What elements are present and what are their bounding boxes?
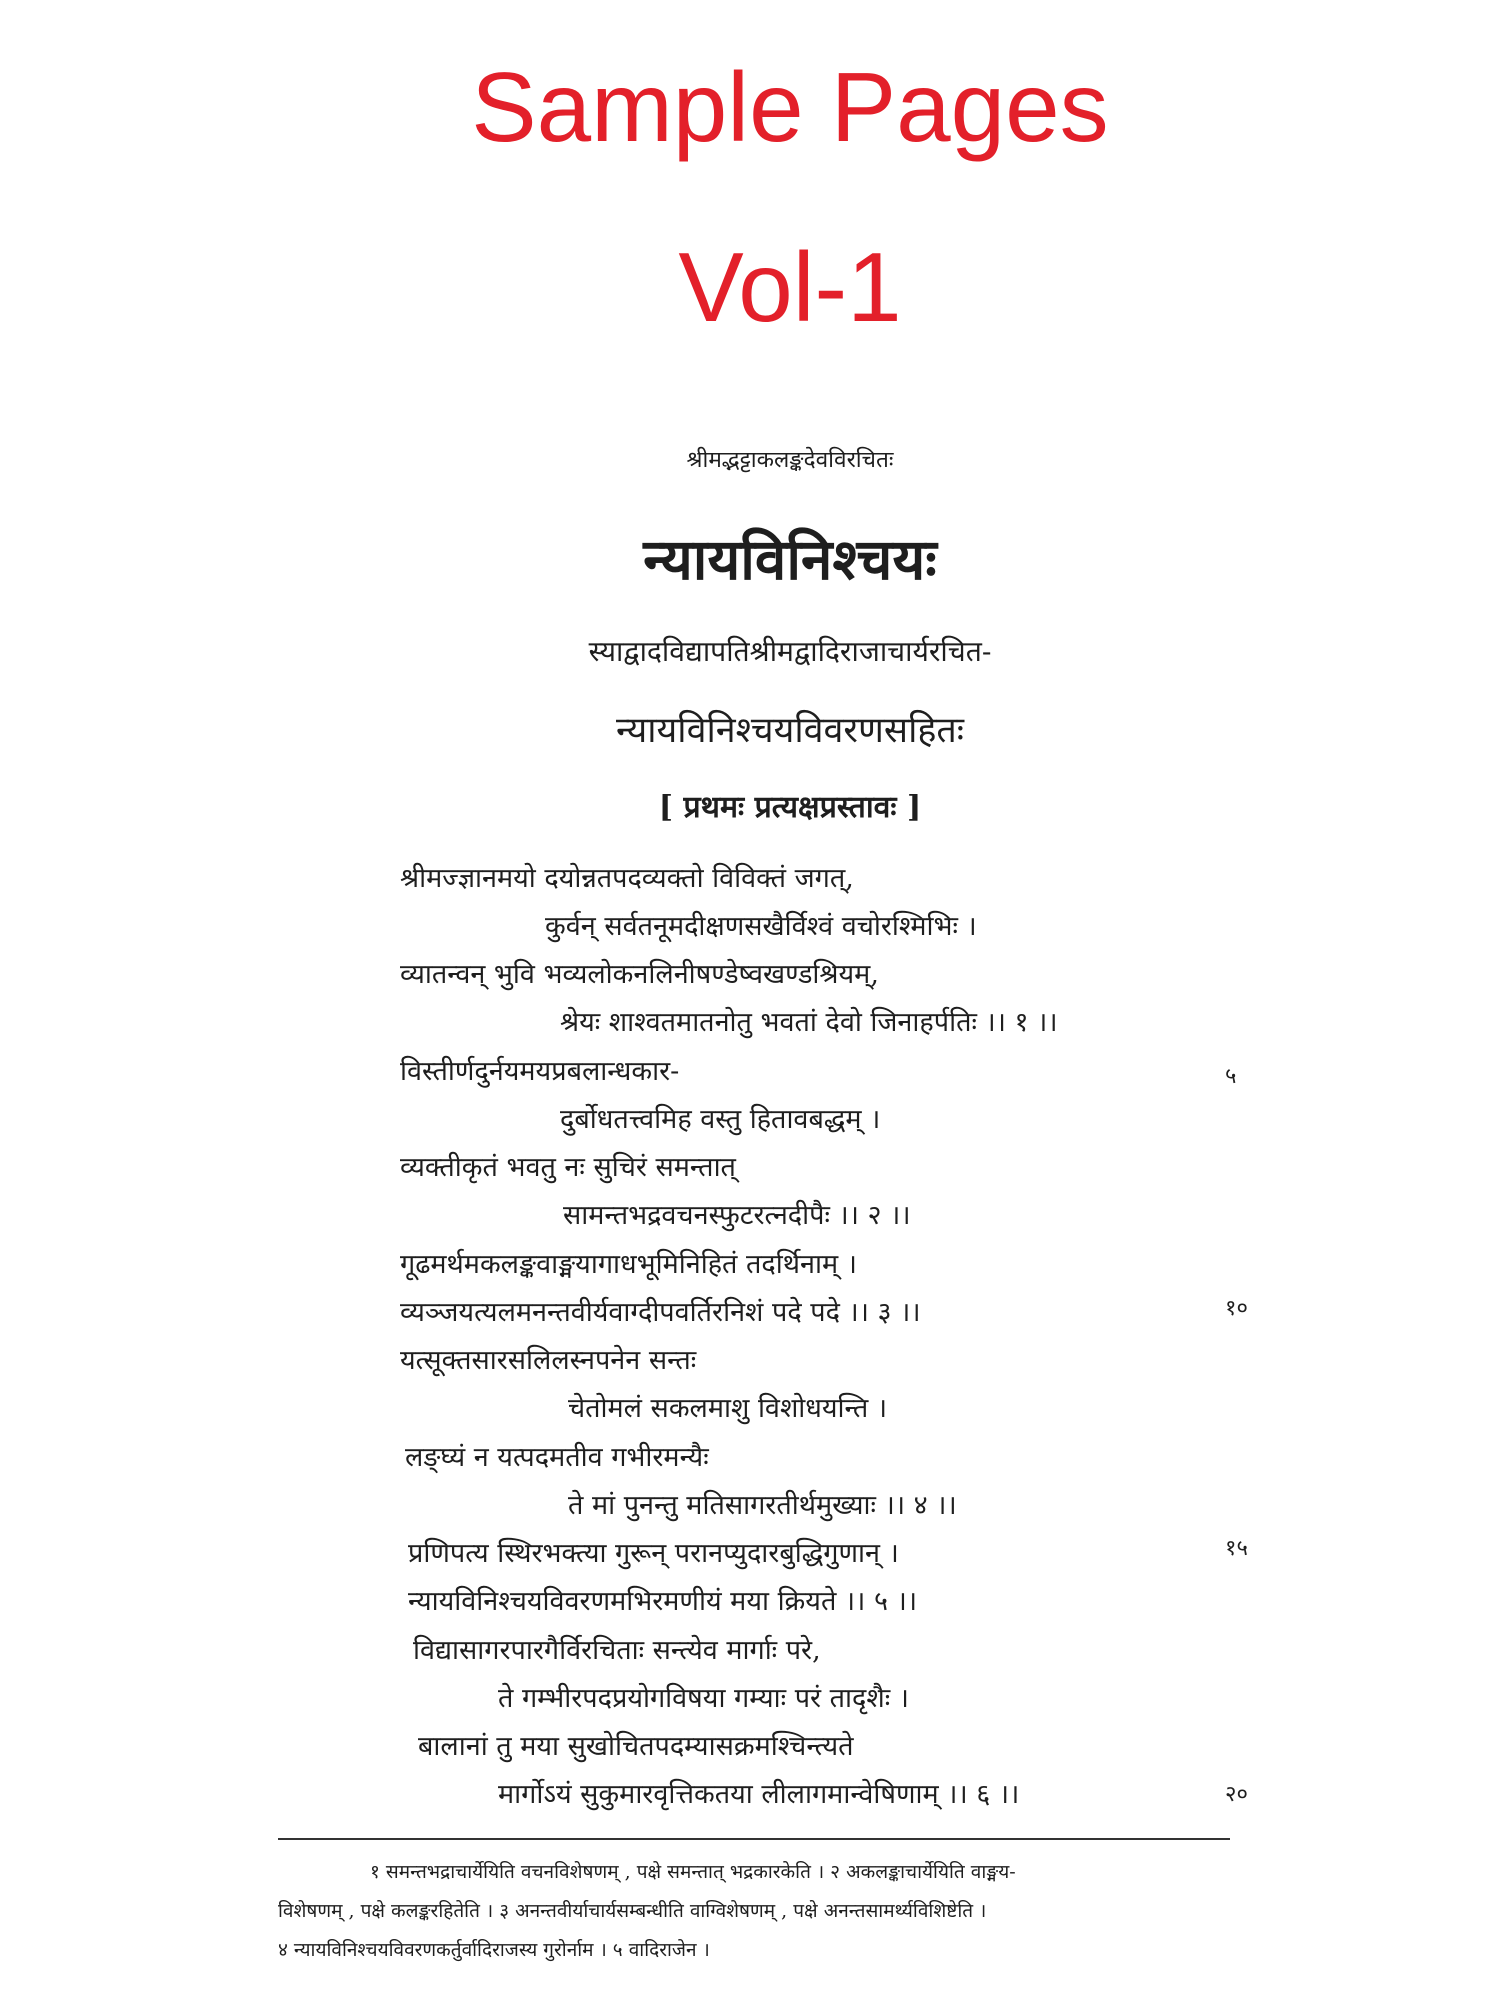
verse-line: दुर्बोधतत्त्वमिह वस्तु हितावबद्धम् । (560, 1104, 881, 1135)
verse-line: बालानां तु मया सुखोचितपदम्यासक्रमश्चिन्त्यते (418, 1731, 854, 1762)
footnote-line: विशेषणम् , पक्षे कलङ्करहितेति । ३ अनन्तवीर्याचार्यसम्बन्धीति वाग्विशेषणम् , पक्षे अनन्तसामर्थ्यविशिष्टेति । (278, 1900, 987, 1922)
verse-line: श्रीमज्ज्ञानमयो दयोन्नतपदव्यक्तो विविक्तं जगत्, (400, 863, 854, 894)
verse-line: व्यक्तीकृतं भवतु नः सुचिरं समन्तात् (400, 1152, 736, 1183)
verse-line: यत्सूक्तसारसलिलस्नपनेन सन्तः (400, 1345, 697, 1376)
commentary-title: न्यायविनिश्चयविवरणसहितः (615, 710, 965, 751)
verse-line: व्यञ्जयत्यलमनन्तवीर्यवाग्दीपवर्तिरनिशं पदे पदे ।। ३ ।। (400, 1297, 921, 1328)
line-number: १५ (1225, 1536, 1248, 1561)
verse-line: विद्यासागरपारगैर्विरचिताः सन्त्येव मार्गाः परे, (413, 1635, 821, 1666)
footnote-line: १ समन्तभद्राचार्येयिति वचनविशेषणम् , पक्षे समन्तात् भद्रकारकेति । २ अकलङ्काचार्येयिति वाङ्मय- (370, 1861, 1016, 1883)
verse-line: चेतोमलं सकलमाशु विशोधयन्ति । (568, 1393, 888, 1424)
chapter-title: [ प्रथमः प्रत्यक्षप्रस्तावः ] (658, 790, 922, 825)
verse-line: विस्तीर्णदुर्नयमयप्रबलान्धकार- (400, 1056, 680, 1087)
verse-line: मार्गोऽयं सुकुमारवृत्तिकतया लीलागमान्वेषिणाम् ।। ६ ।। (498, 1779, 1020, 1810)
verse-line: श्रेयः शाश्वतमातनोतु भवतां देवो जिनाहर्पतिः ।। १ ।। (560, 1007, 1058, 1038)
line-number: १० (1225, 1296, 1248, 1321)
verse-line: कुर्वन् सर्वतनूमदीक्षणसखैर्विश्वं वचोरश्मिभिः । (545, 911, 977, 942)
verse-line: प्रणिपत्य स्थिरभक्त्या गुरून् परानप्युदारबुद्धिगुणान् । (408, 1538, 899, 1569)
footnote-line: ४ न्यायविनिश्चयविवरणकर्तुर्वादिराजस्य गुरोर्नाम । ५ वादिराजेन । (278, 1939, 710, 1961)
verse-line: न्यायविनिश्चयविवरणमभिरमणीयं मया क्रियते ।। ५ ।। (408, 1586, 918, 1617)
line-number: २० (1225, 1782, 1248, 1807)
verse-line: सामन्तभद्रवचनस्फुटरत्नदीपैः ।। २ ।। (563, 1200, 911, 1231)
line-number: ५ (1225, 1064, 1237, 1089)
author-attribution: श्रीमद्भट्टाकलङ्कदेवविरचितः (686, 447, 894, 473)
banner-volume: Vol-1 (678, 232, 902, 342)
banner-title: Sample Pages (471, 52, 1109, 162)
commentary-attribution: स्याद्वादविद्यापतिश्रीमद्वादिराजाचार्यरचित- (588, 635, 992, 668)
page-title: न्यायविनिश्चयः (643, 527, 937, 593)
verse-line: लङ्घ्यं न यत्पदमतीव गभीरमन्यैः (405, 1442, 709, 1473)
verse-line: ते मां पुनन्तु मतिसागरतीर्थमुख्याः ।। ४ ।। (568, 1490, 957, 1521)
verse-line: ते गम्भीरपदप्रयोगविषया गम्याः परं तादृशैः । (498, 1683, 910, 1714)
verse-line: गूढमर्थमकलङ्कवाङ्मयागाधभूमिनिहितं तदर्थिनाम् । (400, 1249, 857, 1280)
verse-line: व्यातन्वन् भुवि भव्यलोकनलिनीषण्डेष्वखण्डश्रियम्, (400, 959, 879, 990)
footnote-divider (278, 1838, 1230, 1840)
